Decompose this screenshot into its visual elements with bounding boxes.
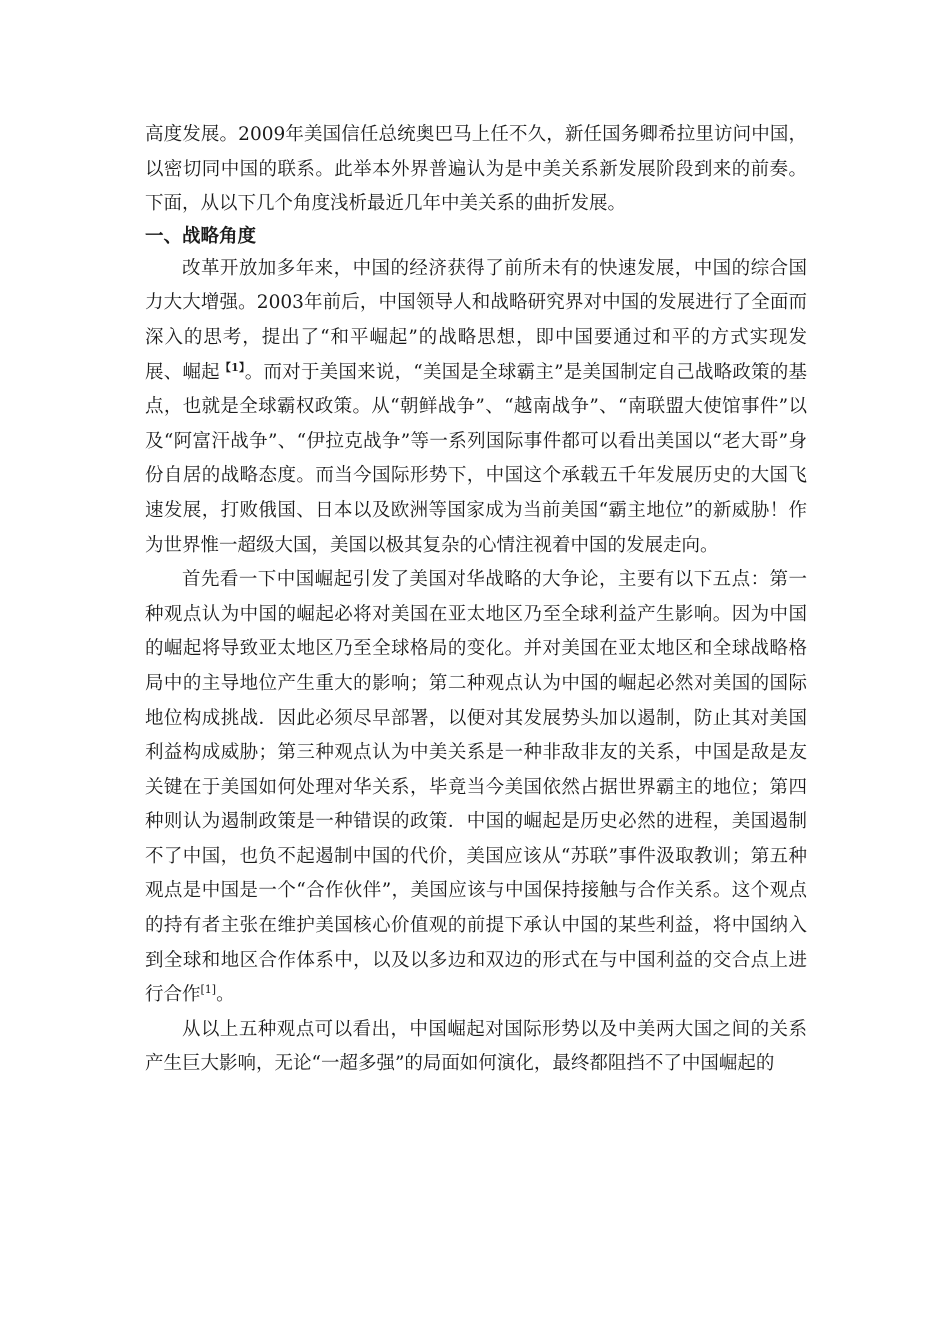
paragraph-strategy-3 bbox=[145, 1013, 807, 1082]
paragraph-intro-text: 高度发展。2009年美国信任总统奥巴马上任不久，新任国务卿希拉里访问中国，以密切同中国的联系。此举本外界普遍认为是中美关系新发展阶段到来的前奏。下面，从以下几个角度浅析最近几年中美关系的曲折发展。 bbox=[145, 124, 807, 215]
paragraph-strategy-3-text: 从以上五种观点可以看出，中国崛起对国际形势以及中美两大国之间的关系产生巨大影响，无论“一超多强”的局面如何演化，最终都阻挡不了中国崛起的 bbox=[145, 1018, 807, 1075]
citation-ref-1: 【1】 bbox=[219, 360, 245, 374]
section-heading-strategy: 一、战略角度 bbox=[145, 225, 257, 247]
paragraph-strategy-2-text-b: 。 bbox=[216, 984, 235, 1006]
document-body bbox=[145, 118, 807, 1082]
citation-ref-2: [1] bbox=[200, 983, 217, 997]
paragraph-strategy-1-text-a: 改革开放加多年来，中国的经济获得了前所未有的快速发展，中国的综合国力大大增强。2003年前后，中国领导人和战略研究界对中国的发展进行了全面而深入的思考，提出了“和平崛起”的战略思想，即中国要通过和平的方式实现发展、崛起 bbox=[145, 257, 807, 383]
paragraph-intro bbox=[145, 118, 807, 222]
paragraph-strategy-2-text-a: 首先看一下中国崛起引发了美国对华战略的大争论，主要有以下五点：第一种观点认为中国的崛起必将对美国在亚太地区乃至全球利益产生影响。因为中国的崛起将导致亚太地区乃至全球格局的变化。并对美国在亚太地区和全球战略格局中的主导地位产生重大的影响；第二种观点认为中国的崛起必然对美国的国际地位构成挑战．因此必须尽早部署，以便对其发展势头加以遏制，防止其对美国利益构成威胁；第三种观点认为中美关系是一种非敌非友的关系，中国是敌是友关键在于美国如何处理对华关系，毕竟当今美国依然占据世界霸主的地位；第四种则认为遏制政策是一种错误的政策．中国的崛起是历史必然的进程，美国遏制不了中国，也负不起遏制中国的代价，美国应该从“苏联”事件汲取教训；第五种观点是中国是一个“合作伙伴”，美国应该与中国保持接触与合作关系。这个观点的持有者主张在维护美国核心价值观的前提下承认中国的某些利益，将中国纳入到全球和地区合作体系中，以及以多边和双边的形式在与中国利益的交合点上进行合作 bbox=[145, 569, 807, 1006]
paragraph-strategy-2 bbox=[145, 563, 807, 1013]
paragraph-strategy-1 bbox=[145, 252, 807, 563]
paragraph-strategy-1-text-b: 。而对于美国来说，“美国是全球霸主”是美国制定自己战略政策的基点，也就是全球霸权政策。从“朝鲜战争”、“越南战争”、“南联盟大使馆事件”以及“阿富汗战争”、“伊拉克战争”等一系列国际事件都可以看出美国以“老大哥”身份自居的战略态度。而当今国际形势下，中国这个承载五千年发展历史的大国飞速发展，打败俄国、日本以及欧洲等国家成为当前美国“霸主地位”的新威胁！作为世界惟一超级大国，美国以极其复杂的心情注视着中国的发展走向。 bbox=[145, 361, 807, 556]
